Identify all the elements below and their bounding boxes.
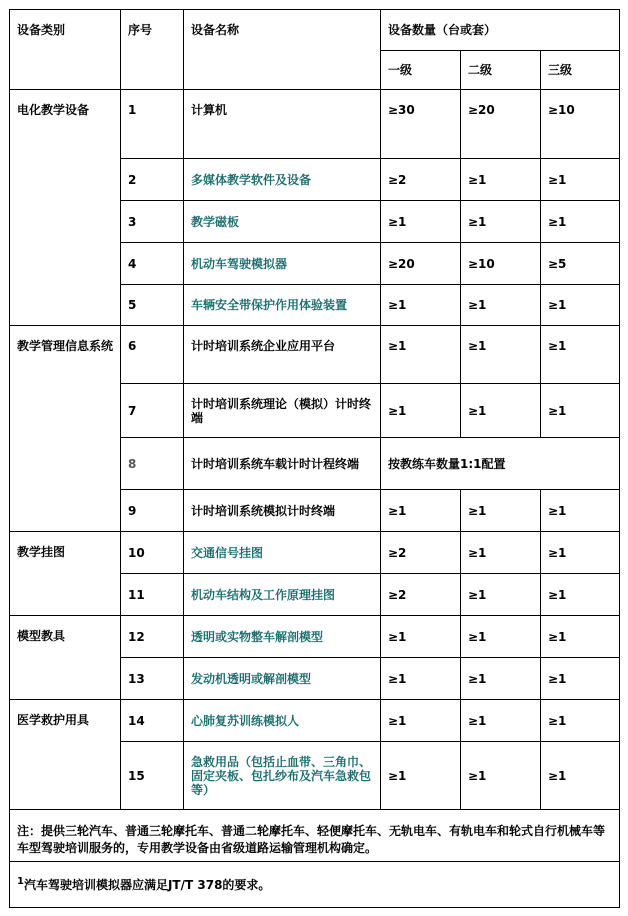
row-no: 7 [121,384,184,438]
row-name: 机动车驾驶模拟器 [184,243,381,285]
header-level3: 三级 [541,51,620,90]
row-no: 4 [121,243,184,285]
row-name: 多媒体教学软件及设备 [184,159,381,201]
row-l2: ≥1 [461,574,541,616]
row-l3: ≥1 [541,285,620,326]
row-l1: ≥20 [381,243,461,285]
row-l3: ≥1 [541,159,620,201]
row-l2: ≥20 [461,90,541,159]
row-l3: ≥10 [541,90,620,159]
group-label: 教学管理信息系统 [10,326,121,532]
row-no: 11 [121,574,184,616]
row-l3: ≥5 [541,243,620,285]
table-header-row [10,10,620,51]
table-note: 注：提供三轮汽车、普通三轮摩托车、普通二轮摩托车、轻便摩托车、无轨电车、有轨电车和轮式自行机械车等车型驾驶培训服务的，专用教学设备由省级道路运输管理机构确定。 [10,810,620,862]
header-level2: 二级 [461,51,541,90]
row-no: 1 [121,90,184,159]
row-l1: ≥2 [381,532,461,574]
note-row [10,810,620,862]
row-no: 8 [121,438,184,490]
row-l2: ≥1 [461,658,541,700]
header-seq: 序号 [121,10,184,90]
header-name: 设备名称 [184,10,381,90]
row-l3: ≥1 [541,532,620,574]
row-l2: ≥1 [461,532,541,574]
row-merged-quantity: 按教练车数量1:1配置 [381,438,620,490]
row-l1: ≥1 [381,384,461,438]
row-l2: ≥1 [461,700,541,742]
row-name: 心肺复苏训练模拟人 [184,700,381,742]
row-l1: ≥1 [381,285,461,326]
row-l2: ≥1 [461,285,541,326]
row-no: 12 [121,616,184,658]
row-no: 14 [121,700,184,742]
group-label: 电化教学设备 [10,90,121,326]
row-l3: ≥1 [541,658,620,700]
row-l1: ≥1 [381,700,461,742]
row-l3: ≥1 [541,384,620,438]
row-name: 发动机透明或解剖模型 [184,658,381,700]
row-name: 透明或实物整车解剖模型 [184,616,381,658]
row-l3: ≥1 [541,616,620,658]
row-no: 3 [121,201,184,243]
row-l3: ≥1 [541,574,620,616]
header-quantity: 设备数量（台或套） [381,10,620,51]
row-l2: ≥1 [461,326,541,384]
row-name: 车辆安全带保护作用体验装置 [184,285,381,326]
row-l2: ≥10 [461,243,541,285]
row-no: 2 [121,159,184,201]
row-no: 13 [121,658,184,700]
row-name: 计算机 [184,90,381,159]
row-l2: ≥1 [461,159,541,201]
footnote-row [10,862,620,908]
equipment-table [9,9,620,908]
row-l1: ≥1 [381,616,461,658]
row-no: 5 [121,285,184,326]
row-name: 教学磁板 [184,201,381,243]
row-name: 计时培训系统理论（模拟）计时终端 [184,384,381,438]
row-no: 10 [121,532,184,574]
header-level1: 一级 [381,51,461,90]
row-l3: ≥1 [541,700,620,742]
row-l1: ≥30 [381,90,461,159]
row-name: 机动车结构及工作原理挂图 [184,574,381,616]
row-no: 15 [121,742,184,810]
table-row [10,532,620,574]
row-l2: ≥1 [461,384,541,438]
row-l2: ≥1 [461,201,541,243]
row-l1: ≥1 [381,658,461,700]
table-row [10,90,620,159]
footnote-text: 汽车驾驶培训模拟器应满足JT/T 378的要求。 [23,877,271,892]
group-label: 教学挂图 [10,532,121,616]
row-l1: ≥1 [381,201,461,243]
row-no: 6 [121,326,184,384]
row-l3: ≥1 [541,490,620,532]
row-l3: ≥1 [541,326,620,384]
row-name: 计时培训系统车载计时计程终端 [184,438,381,490]
group-label: 模型教具 [10,616,121,700]
group-label: 医学救护用具 [10,700,121,810]
footnote-mark: 1 [17,875,24,887]
row-l3: ≥1 [541,742,620,810]
row-l2: ≥1 [461,616,541,658]
table-row [10,616,620,658]
row-l2: ≥1 [461,490,541,532]
row-name: 计时培训系统模拟计时终端 [184,490,381,532]
table-footnote [10,862,620,908]
row-l1: ≥1 [381,490,461,532]
row-l2: ≥1 [461,742,541,810]
row-l1: ≥2 [381,159,461,201]
row-l1: ≥1 [381,742,461,810]
row-l1: ≥2 [381,574,461,616]
row-l1: ≥1 [381,326,461,384]
table-row [10,326,620,384]
table-row [10,700,620,742]
row-l3: ≥1 [541,201,620,243]
row-name: 计时培训系统企业应用平台 [184,326,381,384]
header-category: 设备类别 [10,10,121,90]
row-no: 9 [121,490,184,532]
row-name: 急救用品（包括止血带、三角巾、固定夹板、包扎纱布及汽车急救包等） [184,742,381,810]
row-name: 交通信号挂图 [184,532,381,574]
